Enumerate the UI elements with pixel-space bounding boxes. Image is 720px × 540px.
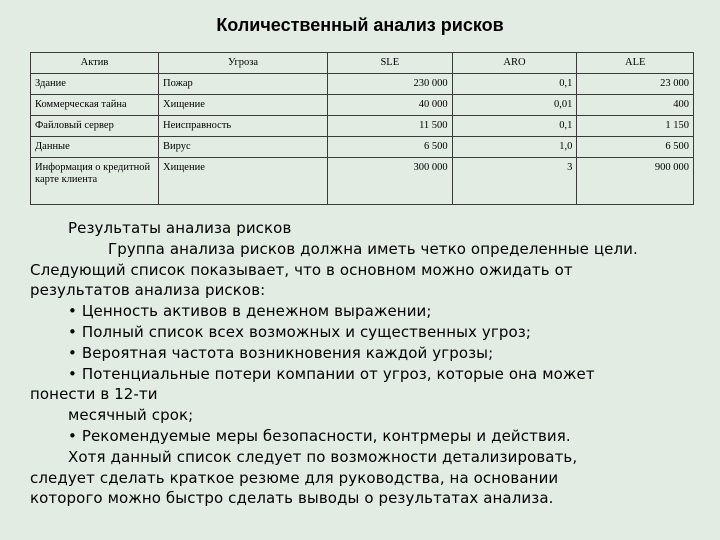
intro-line: результатов анализа рисков: bbox=[30, 281, 266, 300]
results-heading: Результаты анализа рисков bbox=[68, 219, 292, 237]
bullet-item: • Ценность активов в денежном выражении; bbox=[68, 302, 432, 321]
table-row bbox=[31, 137, 694, 158]
outro-line: Хотя данный список следует по возможности детализировать, bbox=[68, 447, 578, 466]
cell-sle: 300 000 bbox=[328, 158, 453, 205]
intro-line: Следующий список показывает, что в основном можно ожидать от bbox=[30, 260, 573, 279]
bullet-item: • Потенциальные потери компании от угроз, которые она может bbox=[68, 364, 595, 383]
slide-title: Количественный анализ рисков bbox=[216, 15, 504, 35]
cell-ale: 23 000 bbox=[577, 74, 694, 95]
cell-asset: Данные bbox=[31, 137, 159, 158]
bullet-continuation: месячный срок; bbox=[68, 406, 194, 425]
bullet-item: • Рекомендуемые меры безопасности, контрмеры и действия. bbox=[68, 426, 571, 445]
cell-asset: Коммерческая тайна bbox=[31, 95, 159, 116]
header-asset: Актив bbox=[31, 53, 159, 74]
table-row bbox=[31, 74, 694, 95]
cell-threat: Вирус bbox=[159, 137, 328, 158]
bullet-item: • Вероятная частота возникновения каждой угрозы; bbox=[68, 343, 494, 362]
cell-sle: 230 000 bbox=[328, 74, 453, 95]
table-header-row bbox=[31, 53, 694, 74]
outro-line: которого можно быстро сделать выводы о результатах анализа. bbox=[30, 489, 554, 508]
header-ale: ALE bbox=[577, 53, 694, 74]
cell-aro: 0,01 bbox=[452, 95, 577, 116]
bullet-item: • Полный список всех возможных и существенных угроз; bbox=[68, 322, 531, 341]
cell-sle: 11 500 bbox=[328, 116, 453, 137]
cell-threat: Хищение bbox=[159, 95, 328, 116]
header-threat: Угроза bbox=[159, 53, 328, 74]
risk-table bbox=[30, 52, 694, 205]
table-row bbox=[31, 95, 694, 116]
cell-aro: 3 bbox=[452, 158, 577, 205]
cell-asset: Информация о кредитной карте клиента bbox=[31, 158, 159, 205]
cell-aro: 1,0 bbox=[452, 137, 577, 158]
table-row bbox=[31, 116, 694, 137]
cell-asset: Файловый сервер bbox=[31, 116, 159, 137]
cell-threat: Неисправность bbox=[159, 116, 328, 137]
cell-threat: Хищение bbox=[159, 158, 328, 205]
header-sle: SLE bbox=[328, 53, 453, 74]
outro-line: следует сделать краткое резюме для руководства, на основании bbox=[30, 468, 559, 487]
cell-threat: Пожар bbox=[159, 74, 328, 95]
cell-asset: Здание bbox=[31, 74, 159, 95]
cell-aro: 0,1 bbox=[452, 116, 577, 137]
bullet-continuation: понести в 12-ти bbox=[30, 385, 158, 404]
cell-aro: 0,1 bbox=[452, 74, 577, 95]
table-row bbox=[31, 158, 694, 205]
cell-ale: 900 000 bbox=[577, 158, 694, 205]
cell-sle: 6 500 bbox=[328, 137, 453, 158]
intro-line: Группа анализа рисков должна иметь четко определенные цели. bbox=[108, 239, 638, 258]
cell-ale: 400 bbox=[577, 95, 694, 116]
cell-sle: 40 000 bbox=[328, 95, 453, 116]
cell-ale: 1 150 bbox=[577, 116, 694, 137]
cell-ale: 6 500 bbox=[577, 137, 694, 158]
results-text bbox=[30, 218, 710, 509]
header-aro: ARO bbox=[452, 53, 577, 74]
